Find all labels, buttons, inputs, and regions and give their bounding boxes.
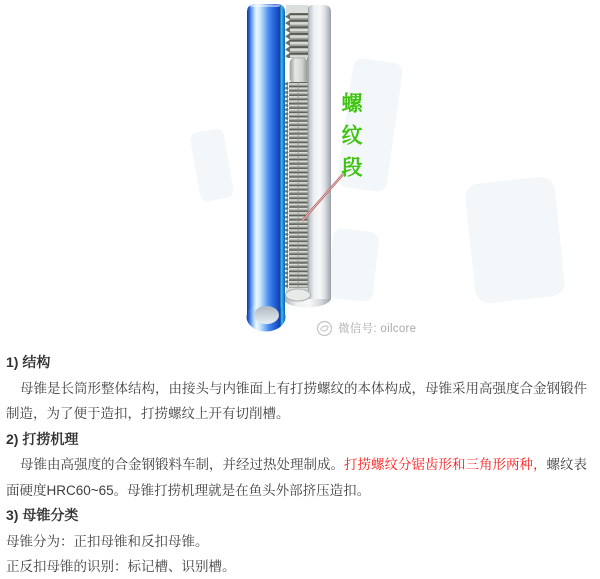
tool-outer-wall	[307, 5, 331, 299]
scribble-logo-icon	[316, 320, 333, 337]
section-1-heading: 1) 结构	[6, 354, 51, 370]
section-3-line-2: 正反扣母锥的识别：标记槽、识别槽。	[6, 559, 236, 574]
recess-neck	[290, 58, 308, 83]
section-3-heading: 3) 母锥分类	[6, 507, 79, 523]
wechat-id-watermark	[316, 319, 416, 337]
coarse-thread-section	[290, 13, 308, 58]
bore-top-band	[286, 5, 308, 14]
article-body	[0, 345, 600, 579]
tool-top-highlight	[250, 5, 280, 8]
section-1-line-2: 制造，为了便于造扣，打捞螺纹上开有切削槽。	[6, 406, 290, 421]
section-2-line-1-black: 母锥由高强度的合金钢锻料车制，并经过热处理制成。	[20, 457, 344, 472]
section-3-line-1: 母锥分为：正扣母锥和反扣母锥。	[6, 533, 209, 549]
thread-crest-seam	[298, 82, 299, 288]
section-2-line-1-tail: 螺纹表	[546, 457, 587, 472]
section-1-line-1: 母锥是长筒形整体结构，由接头与内锥面上有打捞螺纹的本体构成，母锥采用高强度合金钢锻件	[20, 380, 587, 396]
background-watermark-shapes	[189, 57, 566, 304]
tool-bottom-bore-opening	[254, 306, 279, 324]
bore-bottom-shelf	[286, 289, 311, 301]
tool-wall-edge-line	[326, 10, 327, 298]
section-2-line-2: 面硬度HRC60~65。母锥打捞机理就是在鱼头外部挤压造扣。	[6, 482, 371, 498]
wechat-id-text: 微信号: oilcore	[338, 323, 417, 335]
tool-blue-body	[247, 4, 285, 318]
fine-thread-teeth	[285, 82, 290, 288]
section-2-line-1	[6, 452, 595, 478]
coarse-thread-teeth	[285, 13, 290, 58]
section-2-line-1-red-highlight: 打捞螺纹分锯齿形和三角形两种，	[344, 457, 547, 472]
section-2-heading: 2) 打捞机理	[6, 430, 79, 447]
thread-section-label: 螺纹段	[339, 92, 362, 188]
